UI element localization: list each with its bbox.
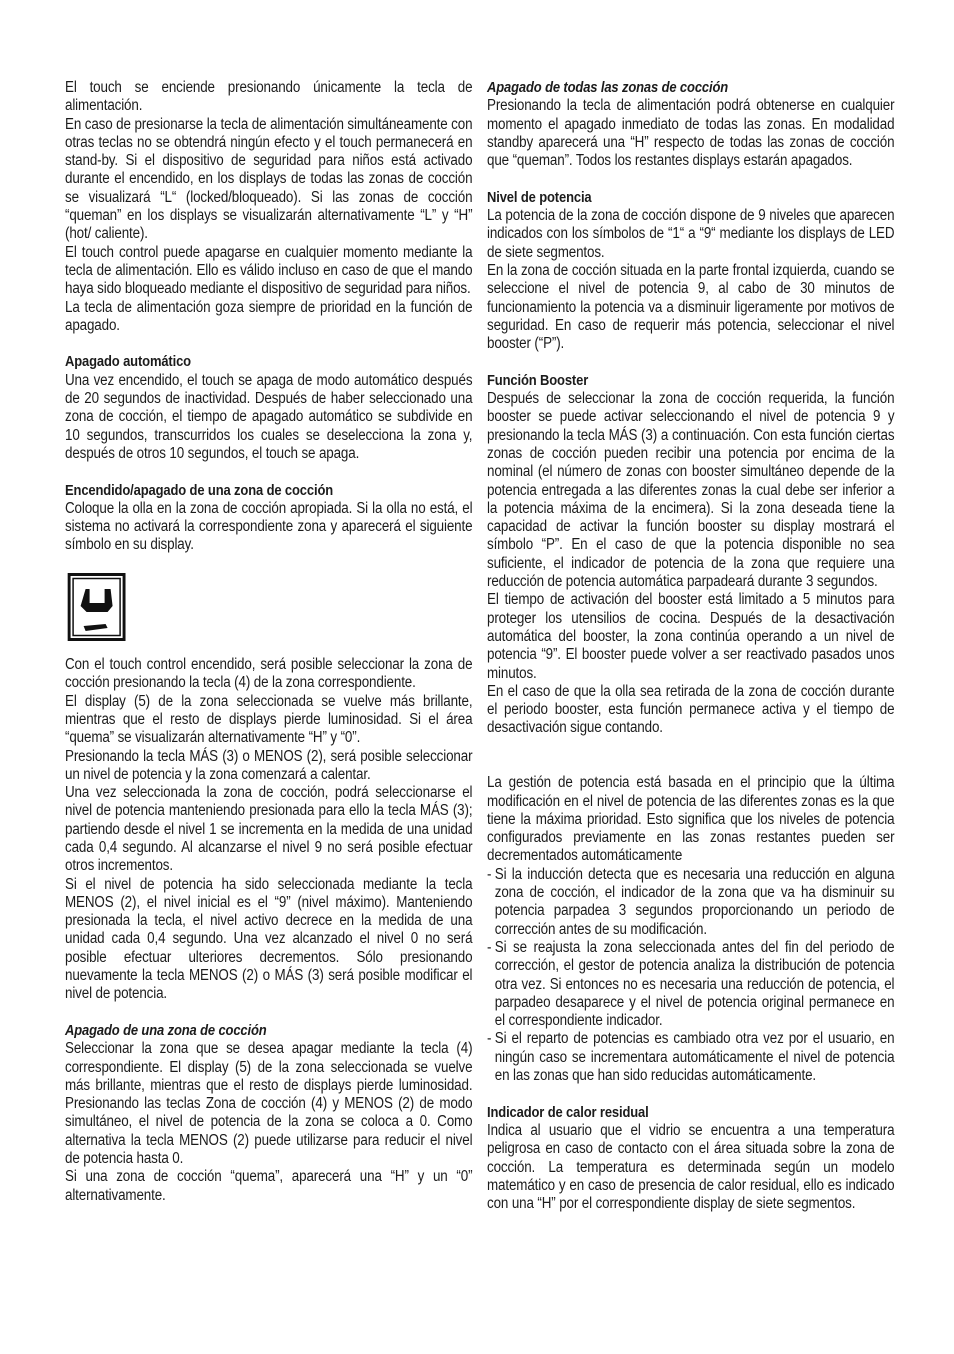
power-level-paragraph-2: En la zona de cocción situada en la parte frontal izquierda, cuando se seleccione el nivel de potencia 9, al cabo de 30 minutos de funcionamiento la potencia va a disminuir ligeramente por motivos de seguridad. En caso de requerir más potencia, seleccionar el nivel booster (“P”). <box>487 261 895 353</box>
zone-on-off-section <box>65 482 472 1004</box>
intro-section <box>65 79 472 335</box>
intro-paragraph-3: El touch control puede apagarse en cualquier momento mediante la tecla de alimentación. Ello es válido incluso en caso de que el mando haya sido bloqueado mediante el dispositivo de seguridad para niños. <box>65 243 473 298</box>
auto-off-section <box>65 353 472 463</box>
left-column <box>65 79 473 1205</box>
power-management-list-item-3: - Si el reparto de potencias es cambiado otra vez por el usuario, en ningún caso se incrementara automáticamente el nivel de potencia en las zonas que han sido reducidas automáticamente. <box>487 1030 894 1085</box>
zone-off-paragraph-1: Seleccionar la zona que se desea apagar mediante la tecla (4) correspondiente. El display (5) de la zona seleccionada se vuelve más brillante, mientras que el resto de displays pierde luminosidad. Presionando las teclas Zona de cocción (4) y MENOS (2) de modo simultáneo, el nivel de potencia de la zona se coloca a 0. Como alternativa la tecla MENOS (2) puede utilizarse para reducir el nivel de potencia hasta 0. <box>65 1040 473 1168</box>
residual-heat-section <box>487 1104 894 1214</box>
zone-on-off-heading: Encendido/apagado de una zona de cocción <box>65 481 334 499</box>
intro-paragraph-4: La tecla de alimentación goza siempre de prioridad en la función de apagado. <box>65 298 473 334</box>
power-management-section <box>487 774 894 1085</box>
zone-off-section <box>65 1022 472 1205</box>
booster-paragraph-1: Después de seleccionar la zona de cocción requerida, la función booster se puede activar seleccionando el nivel de potencia 9 y presionando la tecla MÁS (3) a continuación. Con esta función ciertas zonas de cocción pueden recibir una potencia por encima de la nominal (el número de zonas con booster simultáneo depende de la potencia entregada a las diferentes zonas la cual debe ser inferior a la potencia máxima de la encimera). Si la zona deseada tiene la capacidad de activar la función booster su display mostrará el símbolo “P”. En el caso de que la potencia disponible no sea suficiente, el indicador de potencia de la zona que requiere una reducción de potencia automática parpadeará durante 3 segundos. <box>487 390 895 591</box>
booster-paragraph-2: El tiempo de activación del booster está limitado a 5 minutos para proteger los utensilios de cocina. Después de la desactivación automática del booster, la zona continúa operando a un nivel de potencia “9”. El booster puede volver a ser reactivado pasados unos minutos. <box>487 591 895 682</box>
zone-on-off-after-icon-4: Una vez seleccionada la zona de cocción, podrá seleccionarse el nivel de potencia manteniendo presionada para ello la tecla MÁS (3); partiendo desde el nivel 1 se incrementa en la medida de una unidad cada 0,4 segundo. Al alcanzarse el nivel 9 no será posible efectuar otros incrementos. <box>65 784 473 875</box>
right-column <box>487 79 895 1213</box>
booster-heading: Función Booster <box>487 371 589 389</box>
intro-paragraph-1: El touch se enciende presionando únicamente la tecla de alimentación. <box>65 79 473 115</box>
zone-on-off-paragraph: Coloque la olla en la zona de cocción apropiada. Si la olla no está, el sistema no activará la correspondiente zona y aparecerá el siguiente símbolo en su display. <box>65 499 473 554</box>
zone-on-off-after-icon-1: Con el touch control encendido, será posible seleccionar la zona de cocción presionando la tecla (4) de la zona correspondiente. <box>65 656 473 692</box>
power-level-section <box>487 189 894 354</box>
left-column-content <box>65 79 472 1205</box>
booster-paragraph-3: En el caso de que la olla sea retirada de la zona de cocción durante el periodo booster, esta función permanece activa y el tiempo de desactivación sigue contando. <box>487 682 895 737</box>
power-level-paragraph-1: La potencia de la zona de cocción dispone de 9 niveles que aparecen indicados con los símbolos de “1“ a “9“ mediante los displays de LED de siete segmentos. <box>487 207 895 261</box>
power-management-list-item-1: - Si la inducción detecta que es necesaria una reducción en alguna zona de cocción, el indicador de la zona que va ha disminuir su potencia parpadea 3 segundos proporcionando un periodo de corrección antes de su modificación. <box>487 866 894 939</box>
zone-on-off-after-icon-5: Si el nivel de potencia ha sido seleccionada mediante la tecla MENOS (2), el nivel inicial es el “9” (nivel máximo). Manteniendo presionada la tecla, el nivel activo decrece en la medida de una unidad cada 0,4 segundo. Una vez alcanzado el nivel 0 no será posible efectuar ulteriores decrementos. Sólo presionando nuevamente la tecla MENOS (2) o MÁS (3) será posible modificar el nivel de potencia. <box>65 875 473 1003</box>
residual-heat-paragraph: Indica al usuario que el vidrio se encuentra a una temperatura peligrosa en caso de contacto con el área situada sobre la zona de cocción. La temperatura es determinada según un modelo matemático y en caso de presencia de calor residual, ello es indicado con una “H” por el correspondiente display de siete segmentos. <box>487 1121 895 1213</box>
power-management-list <box>487 866 894 1086</box>
power-level-heading: Nivel de potencia <box>487 188 592 206</box>
zone-on-off-after-icon-2: El display (5) de la zona seleccionada se vuelve más brillante, mientras que el resto de displays pierde luminosidad. Si el área “quema” se visualizarán alternativamente “H” y “0”. <box>65 692 473 747</box>
all-zones-off-heading: Apagado de todas las zonas de cocción <box>487 79 729 96</box>
right-column-content <box>487 79 894 1213</box>
booster-section <box>487 372 894 738</box>
power-management-list-item-2: - Si se reajusta la zona seleccionada antes del fin del periodo de corrección, el gestor de potencia analiza la distribución de potencia otra vez. Si entonces no es necesaria una reducción de potencia, el parpadeo desaparece y el nivel de potencia original permanece en el correspondiente indicador. <box>487 939 894 1030</box>
all-zones-off-paragraph: Presionando la tecla de alimentación podrá obtenerse en cualquier momento el apagado inmediato de todas las zonas. En modalidad standby aparecerá una “H” respecto de todas las zonas de cocción que “queman”. Todos los restantes displays estarán apagados. <box>487 97 895 170</box>
residual-heat-heading: Indicador de calor residual <box>487 1103 649 1121</box>
pot-missing-display-icon <box>68 573 126 641</box>
auto-off-heading: Apagado automático <box>65 353 191 371</box>
all-zones-off-section <box>487 79 894 170</box>
intro-paragraph-2: En caso de presionarse la tecla de alimentación simultáneamente con otras teclas no se obtendrá ningún efecto y el touch permanecerá en stand-by. Si el dispositivo de seguridad para niños está activado durante el encendido, en los displays de todas las zonas de cocción se visualizará “L“ (locked/bloqueado). Si las zonas de cocción “queman” en los displays se visualizarán alternativamente “L” y “H” (hot/ caliente). <box>65 115 473 243</box>
auto-off-paragraph: Una vez encendido, el touch se apaga de modo automático después de 20 segundos de inactividad. Después de haber seleccionado una zona de cocción, el tiempo de apagado automático se subdivide en 10 segundos, transcurridos los cuales se deselecciona la zona y, después de otros 10 segundos, el touch se apaga. <box>65 371 473 462</box>
zone-off-heading: Apagado de una zona de cocción <box>65 1021 267 1039</box>
zone-off-paragraph-2: Si una zona de cocción “quema”, aparecerá una “H” y un “0” alternativamente. <box>65 1168 473 1204</box>
zone-on-off-after-icon-3: Presionando la tecla MÁS (3) o MENOS (2), será posible seleccionar un nivel de potencia y la zona comenzará a calentar. <box>65 747 473 783</box>
power-management-paragraph: La gestión de potencia está basada en el principio que la última modificación en el nivel de potencia de las diferentes zonas es la que tiene la máxima prioridad. Esto significa que los niveles de potencia configurados previamente en las zonas restantes pueden ser decrementados automáticamente <box>487 774 895 865</box>
